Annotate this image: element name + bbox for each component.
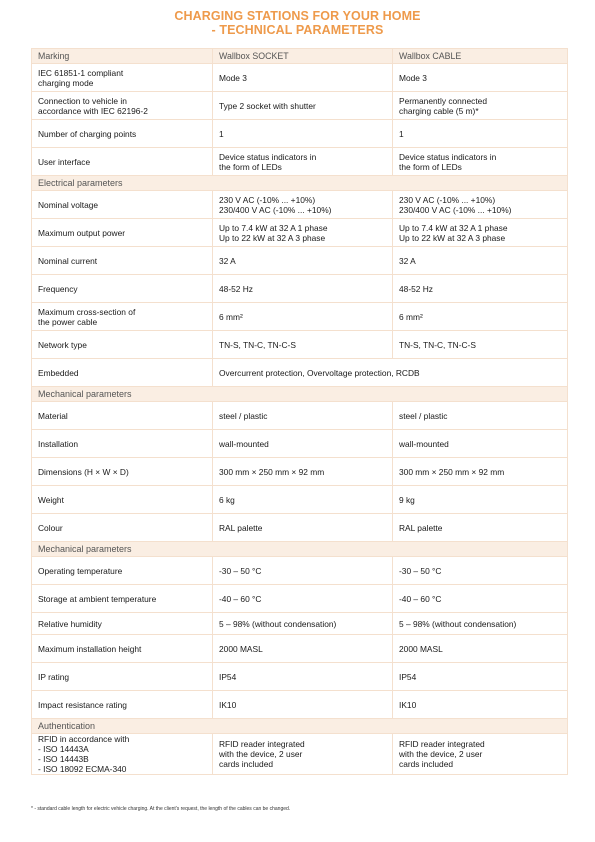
cable-value: 32 A [393, 247, 568, 275]
section-mechanical-2: Mechanical parameters [32, 542, 568, 557]
socket-value: RFID reader integrated with the device, 2 user cards included [213, 734, 393, 775]
header-wallbox-socket: Wallbox SOCKET [213, 49, 393, 64]
socket-value: 6 kg [213, 486, 393, 514]
row-label: Network type [32, 331, 213, 359]
table-row [32, 402, 568, 430]
table-row [32, 247, 568, 275]
socket-value: RAL palette [213, 514, 393, 542]
socket-value: 230 V AC (-10% ... +10%) 230/400 V AC (-10% ... +10%) [213, 191, 393, 219]
row-label: Weight [32, 486, 213, 514]
title-line-2: - TECHNICAL PARAMETERS [211, 23, 384, 37]
row-label: Impact resistance rating [32, 691, 213, 719]
page-title [0, 9, 595, 37]
title-line-1: CHARGING STATIONS FOR YOUR HOME [174, 9, 421, 23]
cable-value: Permanently connected charging cable (5 m)* [393, 92, 568, 120]
table-row [32, 64, 568, 92]
socket-value: Mode 3 [213, 64, 393, 92]
table-row [32, 486, 568, 514]
cable-value: 9 kg [393, 486, 568, 514]
socket-value: IK10 [213, 691, 393, 719]
cable-value: RFID reader integrated with the device, 2 user cards included [393, 734, 568, 775]
cable-value: 300 mm × 250 mm × 92 mm [393, 458, 568, 486]
socket-value: Device status indicators in the form of LEDs [213, 148, 393, 176]
socket-value: 6 mm² [213, 303, 393, 331]
embedded-value: Overcurrent protection, Overvoltage protection, RCDB [213, 359, 568, 387]
table-row [32, 92, 568, 120]
socket-value: TN-S, TN-C, TN-C-S [213, 331, 393, 359]
cable-value: 1 [393, 120, 568, 148]
row-label: Operating temperature [32, 557, 213, 585]
socket-value: steel / plastic [213, 402, 393, 430]
table-row [32, 219, 568, 247]
cable-value: 48-52 Hz [393, 275, 568, 303]
row-label: IEC 61851-1 compliant charging mode [32, 64, 213, 92]
header-wallbox-cable: Wallbox CABLE [393, 49, 568, 64]
row-label: Maximum cross-section of the power cable [32, 303, 213, 331]
table-row [32, 514, 568, 542]
cable-value: 2000 MASL [393, 635, 568, 663]
table-row [32, 691, 568, 719]
row-label: Embedded [32, 359, 213, 387]
row-label: IP rating [32, 663, 213, 691]
cable-value: 5 – 98% (without condensation) [393, 613, 568, 635]
header-marking: Marking [32, 49, 213, 64]
cable-value: -30 – 50 °C [393, 557, 568, 585]
cable-value: TN-S, TN-C, TN-C-S [393, 331, 568, 359]
table-row [32, 613, 568, 635]
row-label: Storage at ambient temperature [32, 585, 213, 613]
cable-value: steel / plastic [393, 402, 568, 430]
table-header-row [32, 49, 568, 64]
table-row [32, 359, 568, 387]
table-row [32, 303, 568, 331]
row-label: Nominal current [32, 247, 213, 275]
socket-value: 2000 MASL [213, 635, 393, 663]
row-label: Connection to vehicle in accordance with IEC 62196-2 [32, 92, 213, 120]
cable-value: Mode 3 [393, 64, 568, 92]
row-label: Colour [32, 514, 213, 542]
cable-value: 230 V AC (-10% ... +10%) 230/400 V AC (-10% ... +10%) [393, 191, 568, 219]
section-electrical: Electrical parameters [32, 176, 568, 191]
section-mechanical: Mechanical parameters [32, 387, 568, 402]
section-authentication: Authentication [32, 719, 568, 734]
row-label: Nominal voltage [32, 191, 213, 219]
table-row [32, 585, 568, 613]
row-label: Material [32, 402, 213, 430]
row-label: Number of charging points [32, 120, 213, 148]
socket-value: wall-mounted [213, 430, 393, 458]
table-row [32, 734, 568, 775]
cable-value: Up to 7.4 kW at 32 A 1 phase Up to 22 kW at 32 A 3 phase [393, 219, 568, 247]
cable-value: RAL palette [393, 514, 568, 542]
footnote: * - standard cable length for electric vehicle charging. At the client's request, the length of the cables can be changed. [31, 806, 291, 812]
cable-value: Device status indicators in the form of LEDs [393, 148, 568, 176]
socket-value: -40 – 60 °C [213, 585, 393, 613]
table-row [32, 191, 568, 219]
socket-value: Type 2 socket with shutter [213, 92, 393, 120]
cable-value: 6 mm² [393, 303, 568, 331]
cable-value: wall-mounted [393, 430, 568, 458]
row-label: Dimensions (H × W × D) [32, 458, 213, 486]
socket-value: 300 mm × 250 mm × 92 mm [213, 458, 393, 486]
table-row [32, 430, 568, 458]
parameters-table [31, 48, 568, 775]
socket-value: IP54 [213, 663, 393, 691]
section-row [32, 542, 568, 557]
row-label: User interface [32, 148, 213, 176]
table-row [32, 120, 568, 148]
table-row [32, 663, 568, 691]
table-row [32, 331, 568, 359]
table-row [32, 148, 568, 176]
socket-value: -30 – 50 °C [213, 557, 393, 585]
socket-value: 5 – 98% (without condensation) [213, 613, 393, 635]
socket-value: 32 A [213, 247, 393, 275]
table-row [32, 635, 568, 663]
socket-value: Up to 7.4 kW at 32 A 1 phase Up to 22 kW at 32 A 3 phase [213, 219, 393, 247]
row-label: Installation [32, 430, 213, 458]
socket-value: 48-52 Hz [213, 275, 393, 303]
row-label: Maximum output power [32, 219, 213, 247]
section-row [32, 387, 568, 402]
row-label: RFID in accordance with - ISO 14443A - ISO 14443B - ISO 18092 ECMA-340 [32, 734, 213, 775]
table-row [32, 275, 568, 303]
table-row [32, 458, 568, 486]
row-label: Relative humidity [32, 613, 213, 635]
cable-value: -40 – 60 °C [393, 585, 568, 613]
section-row [32, 719, 568, 734]
cable-value: IP54 [393, 663, 568, 691]
cable-value: IK10 [393, 691, 568, 719]
section-row [32, 176, 568, 191]
table-row [32, 557, 568, 585]
row-label: Frequency [32, 275, 213, 303]
socket-value: 1 [213, 120, 393, 148]
row-label: Maximum installation height [32, 635, 213, 663]
